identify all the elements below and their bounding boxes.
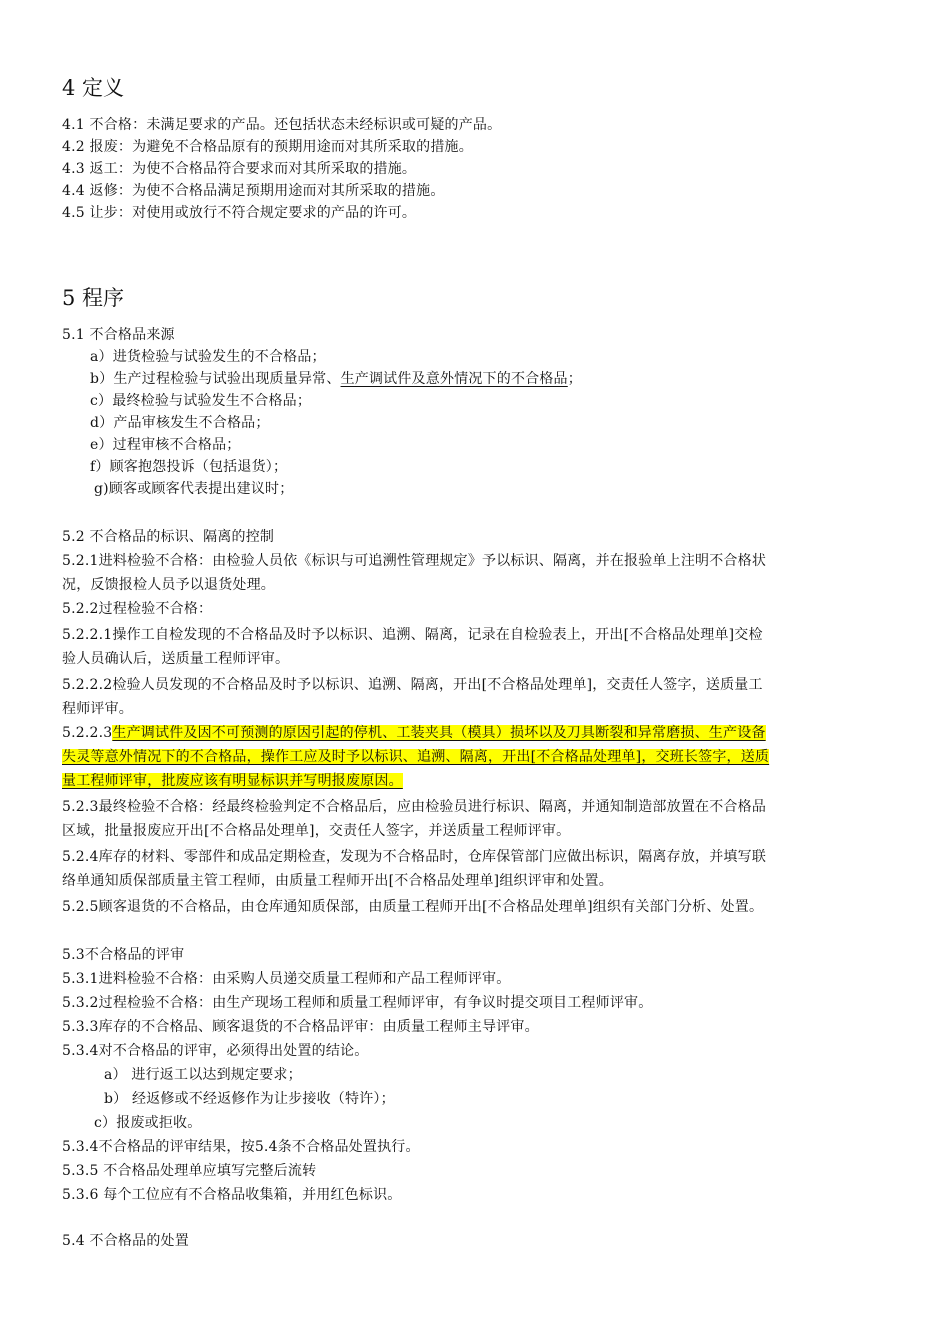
para-5-3-6: 5.3.6 每个工位应有不合格品收集箱，并用红色标识。 <box>62 1187 402 1203</box>
section-5-4-title: 5.4 不合格品的处置 <box>62 1233 189 1249</box>
para-5-3-2: 5.3.2过程检验不合格：由生产现场工程师和质量工程师评审，有争议时提交项目工程师评审。 <box>62 995 653 1011</box>
source-b-pre: b）生产过程检验与试验出现质量异常、 <box>90 371 341 387</box>
para-5-2-4-line-1: 5.2.4库存的材料、零部件和成品定期检查，发现为不合格品时，仓库保管部门应做出标识，隔离存放，并填写联 <box>62 849 767 865</box>
para-5-2-2-3-line-3 <box>62 772 403 790</box>
definition-4-3: 4.3 返工：为使不合格品符合要求而对其所采取的措施。 <box>62 161 417 177</box>
definition-4-5: 4.5 让步：对使用或放行不符合规定要求的产品的许可。 <box>62 205 417 221</box>
section-5-3-title: 5.3不合格品的评审 <box>62 947 185 963</box>
section-5-1-title: 5.1 不合格品来源 <box>62 327 175 343</box>
para-5-2-2-2-line-1: 5.2.2.2检验人员发现的不合格品及时予以标识、追溯、隔离，开出[不合格品处理单]，交责任人签字，送质量工 <box>62 677 763 693</box>
source-a: a）进货检验与试验发生的不合格品； <box>90 349 326 365</box>
para-5-2-2-1-line-1: 5.2.2.1操作工自检发现的不合格品及时予以标识、追溯、隔离，记录在自检验表上，开出[不合格品处理单]交检 <box>62 627 763 643</box>
disposition-b: b） 经返修或不经返修作为让步接收（特许）； <box>104 1091 395 1107</box>
para-5-2-2-3-number: 5.2.2.3 <box>62 725 113 741</box>
para-5-3-5: 5.3.5 不合格品处理单应填写完整后流转 <box>62 1163 317 1179</box>
definition-4-2: 4.2 报废：为避免不合格品原有的预期用途而对其所采取的措施。 <box>62 139 473 155</box>
section-5-title: 5 程序 <box>62 286 125 310</box>
source-b-underlined: 生产调试件及意外情况下的不合格品 <box>340 371 568 387</box>
source-g: g)顾客或顾客代表提出建议时； <box>94 481 294 497</box>
disposition-c: c）报废或拒收。 <box>94 1115 202 1131</box>
section-5-2-title: 5.2 不合格品的标识、隔离的控制 <box>62 529 275 545</box>
para-5-3-1: 5.3.1进料检验不合格：由采购人员递交质量工程师和产品工程师评审。 <box>62 971 511 987</box>
definition-4-1: 4.1 不合格：未满足要求的产品。还包括状态未经标识或可疑的产品。 <box>62 117 502 133</box>
para-5-2-4-line-2: 络单通知质保部质量主管工程师，由质量工程师开出[不合格品处理单]组织评审和处置。 <box>62 873 613 889</box>
section-4-title: 4 定义 <box>62 76 125 100</box>
para-5-2-1-line-2: 况，反馈报检人员予以退货处理。 <box>62 577 275 593</box>
definition-4-4: 4.4 返修：为使不合格品满足预期用途而对其所采取的措施。 <box>62 183 445 199</box>
para-5-2-1-line-1: 5.2.1进料检验不合格：由检验人员依《标识与可追溯性管理规定》予以标识、隔离，并在报验单上注明不合格状 <box>62 553 767 569</box>
para-5-2-2-2-line-2: 程师评审。 <box>62 701 133 717</box>
highlighted-text: 失灵等意外情况下的不合格品，操作工应及时予以标识、追溯、隔离，开出[不合格品处理单]，交班长签字，送质 <box>62 749 770 765</box>
source-b <box>90 370 582 388</box>
para-5-3-3: 5.3.3库存的不合格品、顾客退货的不合格品评审：由质量工程师主导评审。 <box>62 1019 539 1035</box>
source-b-post: ； <box>567 371 582 387</box>
para-5-2-2-1-line-2: 验人员确认后，送质量工程师评审。 <box>62 651 290 667</box>
source-d: d）产品审核发生不合格品； <box>90 415 270 431</box>
source-f: f）顾客抱怨投诉（包括退货）； <box>90 459 288 475</box>
para-5-2-5: 5.2.5顾客退货的不合格品，由仓库通知质保部，由质量工程师开出[不合格品处理单]组织有关部门分析、处置。 <box>62 899 764 915</box>
para-5-3-4: 5.3.4对不合格品的评审，必须得出处置的结论。 <box>62 1043 369 1059</box>
source-c: c）最终检验与试验发生不合格品； <box>90 393 312 409</box>
para-5-2-2-3-line-1 <box>62 724 766 742</box>
highlighted-text: 量工程师评审，批废应该有明显标识并写明报废原因。 <box>62 773 403 789</box>
para-5-3-4-result: 5.3.4不合格品的评审结果，按5.4条不合格品处置执行。 <box>62 1139 420 1155</box>
para-5-2-2-3-line-2 <box>62 748 769 766</box>
disposition-a: a） 进行返工以达到规定要求； <box>104 1067 302 1083</box>
highlighted-text: 生产调试件及因不可预测的原因引起的停机、工装夹具（模具）损坏以及刀具断裂和异常磨损、生产设备 <box>112 725 766 741</box>
source-e: e）过程审核不合格品； <box>90 437 241 453</box>
para-5-2-3-line-1: 5.2.3最终检验不合格：经最终检验判定不合格品后，应由检验员进行标识、隔离，并通知制造部放置在不合格品 <box>62 799 767 815</box>
para-5-2-3-line-2: 区域，批量报废应开出[不合格品处理单]，交责任人签字，并送质量工程师评审。 <box>62 823 571 839</box>
para-5-2-2: 5.2.2过程检验不合格： <box>62 601 213 617</box>
